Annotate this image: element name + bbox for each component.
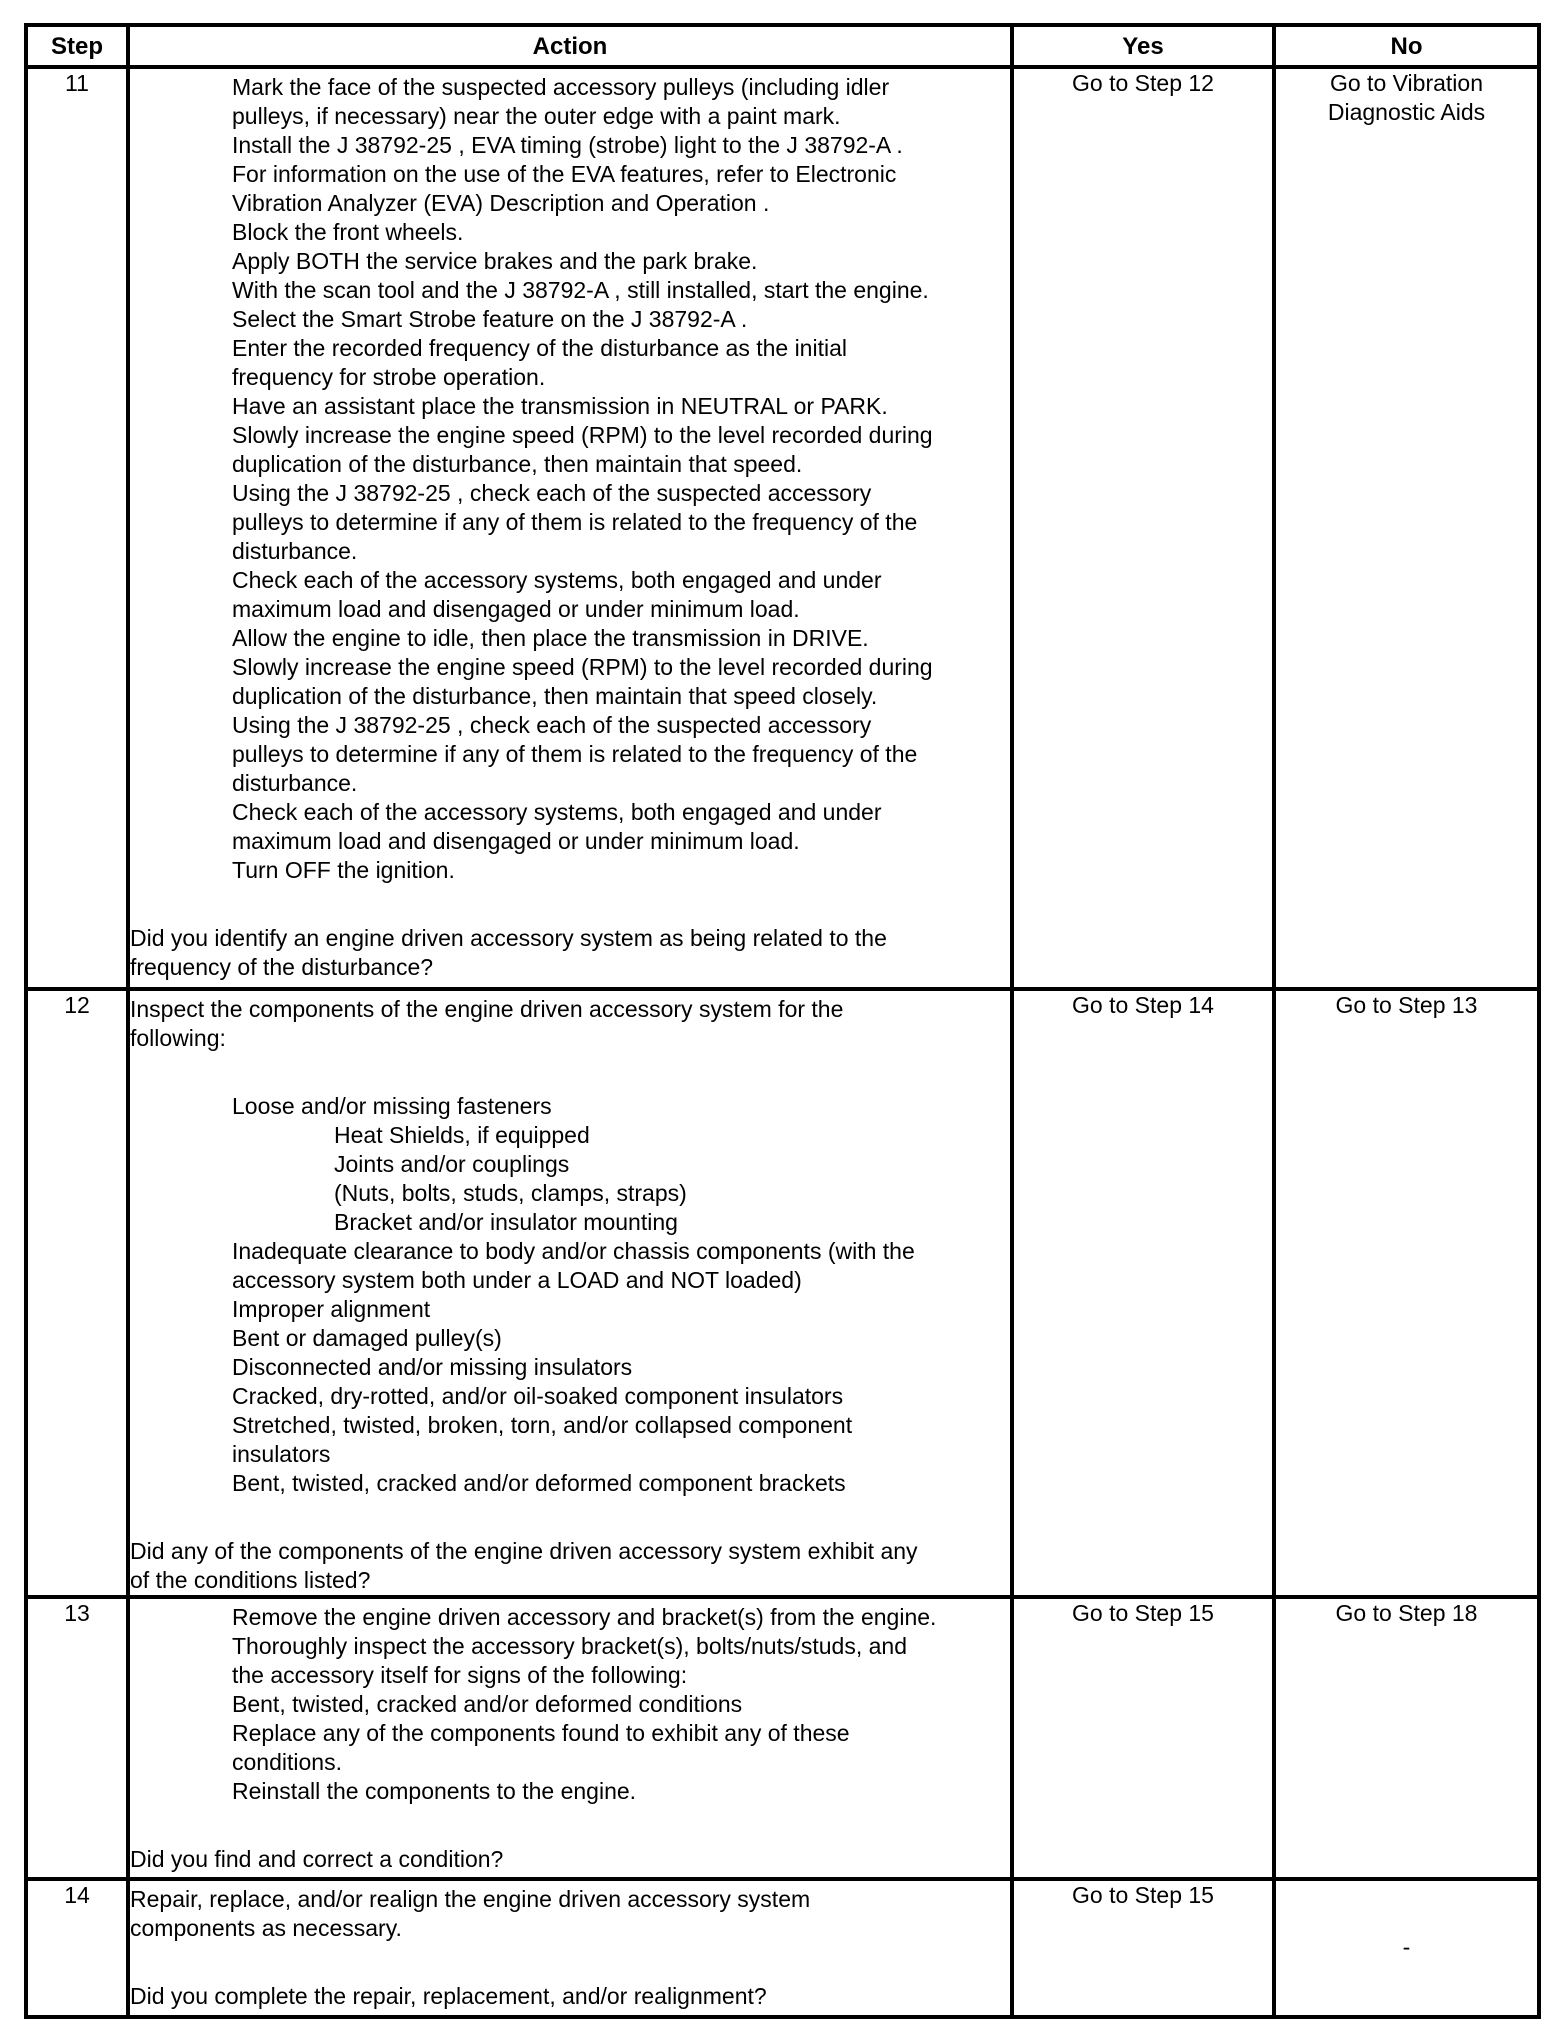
question-line: Did you find and correct a condition? [130, 1846, 504, 1872]
action-line: maximum load and disengaged or under minimum load. [232, 828, 800, 854]
action-cell [128, 67, 1012, 989]
action-cell [128, 989, 1012, 1597]
action-line: Replace any of the components found to exhibit any of these [232, 1720, 850, 1746]
action-line: disturbance. [232, 538, 358, 564]
no-answer: - [1402, 1934, 1411, 1960]
action-line: Thoroughly inspect the accessory bracket(s), bolts/nuts/studs, and [232, 1633, 907, 1659]
header-action: Action [128, 25, 1012, 67]
step-number: 13 [26, 1597, 128, 1879]
action-line: Vibration Analyzer (EVA) Description and Operation . [232, 190, 770, 216]
condition-subitem: Bracket and/or insulator mounting [334, 1209, 678, 1235]
action-line: Select the Smart Strobe feature on the J 38792-A . [232, 306, 748, 332]
no-answer-line: Go to Vibration [1329, 70, 1483, 96]
yes-cell [1012, 1597, 1274, 1879]
action-line: With the scan tool and the J 38792-A , still installed, start the engine. [232, 277, 929, 303]
condition-item: insulators [232, 1441, 331, 1467]
step-number: 11 [26, 67, 128, 989]
action-line: pulleys to determine if any of them is related to the frequency of the [232, 509, 918, 535]
condition-item: Stretched, twisted, broken, torn, and/or collapsed component [232, 1412, 853, 1438]
intro-line: following: [130, 1025, 226, 1051]
action-line: Apply BOTH the service brakes and the park brake. [232, 248, 758, 274]
yes-answer: Go to Step 15 [1072, 1882, 1214, 1908]
question-line: frequency of the disturbance? [130, 954, 434, 980]
no-answer-line: Diagnostic Aids [1327, 99, 1486, 125]
action-line: pulleys, if necessary) near the outer edge with a paint mark. [232, 103, 841, 129]
action-line: Enter the recorded frequency of the disturbance as the initial [232, 335, 847, 361]
yes-cell [1012, 67, 1274, 989]
header-step: Step [26, 25, 128, 67]
no-cell [1274, 1597, 1539, 1879]
no-cell [1274, 1879, 1539, 2017]
header-no: No [1274, 25, 1539, 67]
condition-item: Inadequate clearance to body and/or chassis components (with the [232, 1238, 915, 1264]
action-line: Remove the engine driven accessory and bracket(s) from the engine. [232, 1604, 937, 1630]
yes-cell [1012, 1879, 1274, 2017]
action-line: Slowly increase the engine speed (RPM) to the level recorded during [232, 654, 933, 680]
action-line: Check each of the accessory systems, both engaged and under [232, 799, 882, 825]
table-row-step-14 [26, 1879, 1539, 2017]
yes-answer: Go to Step 15 [1072, 1600, 1214, 1626]
header-yes: Yes [1012, 25, 1274, 67]
diagnostic-table [24, 23, 1541, 2019]
no-answer: Go to Step 13 [1335, 992, 1478, 1018]
yes-answer: Go to Step 14 [1072, 992, 1214, 1018]
action-line: pulleys to determine if any of them is related to the frequency of the [232, 741, 918, 767]
yes-answer: Go to Step 12 [1072, 70, 1214, 96]
action-line: Allow the engine to idle, then place the transmission in DRIVE. [232, 625, 869, 651]
step-number: 12 [26, 989, 128, 1597]
question-line: Did you identify an engine driven accessory system as being related to the [130, 925, 887, 951]
step-number: 14 [26, 1879, 128, 2017]
action-line: maximum load and disengaged or under minimum load. [232, 596, 800, 622]
condition-item: Disconnected and/or missing insulators [232, 1354, 633, 1380]
intro-line: Inspect the components of the engine driven accessory system for the [130, 996, 844, 1022]
action-line: Mark the face of the suspected accessory pulleys (including idler [232, 74, 890, 100]
no-cell [1274, 67, 1539, 989]
header-row [26, 25, 1539, 67]
action-cell [128, 1597, 1012, 1879]
condition-subitem: Heat Shields, if equipped [334, 1122, 590, 1148]
condition-item: Bent or damaged pulley(s) [232, 1325, 502, 1351]
no-answer: Go to Step 18 [1335, 1600, 1478, 1626]
action-line: disturbance. [232, 770, 358, 796]
action-line: Slowly increase the engine speed (RPM) to the level recorded during [232, 422, 933, 448]
action-line: duplication of the disturbance, then maintain that speed closely. [232, 683, 878, 709]
action-line: Install the J 38792-25 , EVA timing (strobe) light to the J 38792-A . [232, 132, 903, 158]
action-line: conditions. [232, 1749, 342, 1775]
action-line: For information on the use of the EVA features, refer to Electronic [232, 161, 897, 187]
condition-item: Loose and/or missing fasteners [232, 1093, 552, 1119]
action-line: duplication of the disturbance, then maintain that speed. [232, 451, 803, 477]
no-cell [1274, 989, 1539, 1597]
table-row-step-12 [26, 989, 1539, 1597]
yes-cell [1012, 989, 1274, 1597]
condition-subitem: (Nuts, bolts, studs, clamps, straps) [334, 1180, 687, 1206]
table-row-step-13 [26, 1597, 1539, 1879]
action-line: frequency for strobe operation. [232, 364, 546, 390]
condition-subitem: Joints and/or couplings [334, 1151, 570, 1177]
action-line: the accessory itself for signs of the following: [232, 1662, 688, 1688]
action-cell [128, 1879, 1012, 2017]
action-line: Bent, twisted, cracked and/or deformed conditions [232, 1691, 743, 1717]
condition-item: Improper alignment [232, 1296, 431, 1322]
question-line: Did any of the components of the engine driven accessory system exhibit any [130, 1538, 918, 1564]
question-line: Did you complete the repair, replacement, and/or realignment? [130, 1983, 767, 2009]
question-line: of the conditions listed? [130, 1567, 371, 1593]
condition-item: Cracked, dry-rotted, and/or oil-soaked component insulators [232, 1383, 844, 1409]
action-line: Check each of the accessory systems, both engaged and under [232, 567, 882, 593]
action-line: Using the J 38792-25 , check each of the suspected accessory [232, 480, 872, 506]
action-line: Using the J 38792-25 , check each of the suspected accessory [232, 712, 872, 738]
condition-item: accessory system both under a LOAD and NOT loaded) [232, 1267, 802, 1293]
intro-line: components as necessary. [130, 1915, 402, 1941]
condition-item: Bent, twisted, cracked and/or deformed component brackets [232, 1470, 846, 1496]
action-line: Reinstall the components to the engine. [232, 1778, 637, 1804]
action-line: Block the front wheels. [232, 219, 464, 245]
table-row-step-11 [26, 67, 1539, 989]
action-line: Have an assistant place the transmission in NEUTRAL or PARK. [232, 393, 888, 419]
action-line: Turn OFF the ignition. [232, 857, 455, 883]
intro-line: Repair, replace, and/or realign the engine driven accessory system [130, 1886, 811, 1912]
